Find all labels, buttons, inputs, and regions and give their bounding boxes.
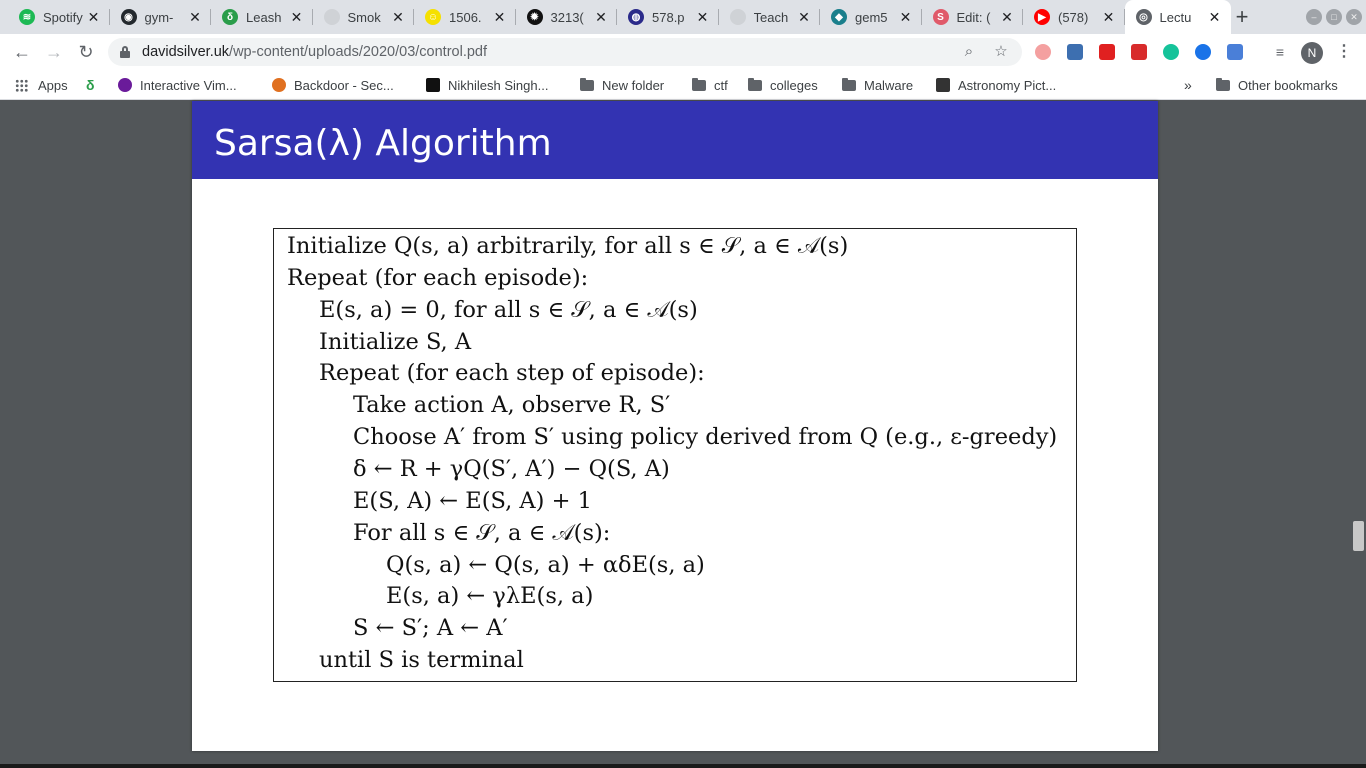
address-bar[interactable] <box>108 38 1022 66</box>
edit-s-icon: S <box>933 9 949 25</box>
url-text[interactable]: davidsilver.uk/wp-content/uploads/2020/03/control.pdf <box>142 44 488 60</box>
tab-8[interactable] <box>719 0 821 34</box>
scrollbar-thumb[interactable] <box>1353 521 1364 551</box>
tab-close-icon[interactable]: ✕ <box>595 8 607 25</box>
algorithm-line: Initialize Q(s, a) arbitrarily, for all s ∈ 𝒮, a ∈ 𝒜(s) <box>287 233 849 259</box>
vim-icon <box>118 78 132 92</box>
algorithm-line: S ← S′; A ← A′ <box>353 615 508 642</box>
bookmark-label: New folder <box>602 77 665 93</box>
tab-close-icon[interactable]: ✕ <box>1001 8 1013 25</box>
tab-2[interactable] <box>110 0 212 34</box>
maximize-icon[interactable]: □ <box>1326 9 1342 25</box>
bookmark-label: Backdoor - Sec... <box>294 77 394 93</box>
spotify-icon: ≋ <box>19 9 35 25</box>
bookmark-leash[interactable] <box>86 76 95 94</box>
algorithm-line: Repeat (for each episode): <box>287 264 589 291</box>
folder-icon <box>842 80 856 91</box>
algorithm-line: E(S, A) ← E(S, A) + 1 <box>353 487 592 514</box>
bookmarks-bar <box>0 70 1366 100</box>
tab-title: 1506. <box>449 9 482 25</box>
bookmark-item[interactable] <box>692 76 728 94</box>
bookmark-item[interactable] <box>272 76 394 94</box>
gear-icon: ✹ <box>527 9 543 25</box>
tab-5[interactable] <box>414 0 516 34</box>
tab-title: 3213( <box>550 9 584 25</box>
algorithm-line: Take action A, observe R, S′ <box>353 392 671 419</box>
hackerrank-icon <box>426 78 440 92</box>
grammarly-icon[interactable] <box>1163 44 1179 60</box>
tab-close-icon[interactable]: ✕ <box>87 8 100 25</box>
folder-icon <box>748 80 762 91</box>
bookmark-label: Astronomy Pict... <box>958 77 1057 93</box>
bookmark-item[interactable] <box>118 76 237 94</box>
youtube-extension-icon[interactable] <box>1099 44 1115 60</box>
bookmark-item[interactable] <box>426 76 548 94</box>
bookmark-label: Malware <box>864 77 914 93</box>
tab-title: Spotify <box>43 9 83 25</box>
slide-banner <box>192 101 1158 179</box>
tab-title: Smok <box>347 9 381 25</box>
globe-icon: ◎ <box>1136 9 1152 25</box>
bookmark-label: Interactive Vim... <box>140 77 237 93</box>
tab-title: 578.p <box>652 9 685 25</box>
bookmark-item[interactable] <box>580 76 664 94</box>
extension-icon[interactable] <box>1195 44 1211 60</box>
extension-icon[interactable] <box>1227 44 1243 60</box>
pdf-page <box>192 101 1158 751</box>
tab-11[interactable] <box>1023 0 1125 34</box>
tab-4[interactable] <box>313 0 415 34</box>
leash-icon: δ <box>222 9 238 25</box>
tab-title: Edit: ( <box>956 9 991 25</box>
bookmark-item[interactable] <box>842 76 913 94</box>
bookmark-star-icon[interactable]: ☆ <box>994 43 1008 60</box>
extension-icon[interactable] <box>1067 44 1083 60</box>
bookmark-label: Nikhilesh Singh... <box>448 77 549 93</box>
extension-icon[interactable] <box>1131 44 1147 60</box>
bottom-edge <box>0 764 1366 768</box>
backdoor-icon <box>272 78 286 92</box>
media-queue-icon[interactable]: ≡ <box>1275 44 1285 60</box>
tab-close-icon[interactable]: ✕ <box>798 8 810 25</box>
algorithm-line: Repeat (for each step of episode): <box>319 360 705 387</box>
bookmark-label: colleges <box>770 77 818 93</box>
arxiv-smiley-icon: ☺ <box>425 9 441 25</box>
tab-strip <box>0 0 1366 34</box>
pdf-viewer <box>0 101 1366 768</box>
bookmark-item[interactable] <box>748 76 818 94</box>
gem5-icon: ◆ <box>831 9 847 25</box>
folder-icon <box>692 80 706 91</box>
algorithm-line: E(s, a) = 0, for all s ∈ 𝒮, a ∈ 𝒜(s) <box>319 296 698 323</box>
teach-icon <box>730 9 746 25</box>
tab-close-icon[interactable]: ✕ <box>392 8 404 25</box>
bookmark-label: ctf <box>714 77 728 93</box>
tab-6[interactable] <box>516 0 618 34</box>
bookmark-apps[interactable]: Apps <box>15 76 68 94</box>
algorithm-line: For all s ∈ 𝒮, a ∈ 𝒜(s): <box>353 519 611 546</box>
tab-close-icon[interactable]: ✕ <box>1208 8 1221 25</box>
reload-button[interactable]: ↻ <box>78 42 94 62</box>
close-window-icon[interactable]: ✕ <box>1346 9 1362 25</box>
other-bookmarks[interactable]: Other bookmarks <box>1216 76 1338 94</box>
zoom-icon[interactable]: ⌕ <box>964 43 974 60</box>
browser-toolbar <box>0 34 1366 70</box>
tab-1[interactable] <box>8 0 110 34</box>
apps-grid-icon <box>15 79 28 92</box>
tab-title: gem5 <box>855 9 888 25</box>
back-button[interactable]: ← <box>13 42 31 62</box>
folder-icon <box>580 80 594 91</box>
tab-close-icon[interactable]: ✕ <box>493 8 506 25</box>
tab-9[interactable] <box>820 0 922 34</box>
minimize-icon[interactable]: – <box>1306 9 1322 25</box>
bookmarks-overflow-button[interactable]: » <box>1184 77 1192 93</box>
github-icon: ◉ <box>121 9 137 25</box>
tab-close-icon[interactable]: ✕ <box>1102 8 1115 25</box>
tab-close-icon[interactable]: ✕ <box>696 8 709 25</box>
forward-button[interactable]: → <box>45 42 63 62</box>
algorithm-line: until S is terminal <box>319 647 524 674</box>
algorithm-line: Q(s, a) ← Q(s, a) + αδE(s, a) <box>386 551 705 578</box>
tab-close-icon[interactable]: ✕ <box>899 8 912 25</box>
algorithm-line: δ ← R + γQ(S′, A′) − Q(S, A) <box>353 455 670 482</box>
menu-icon[interactable]: ⋮ <box>1336 43 1352 60</box>
tab-close-icon[interactable]: ✕ <box>189 8 201 25</box>
youtube-icon: ▶ <box>1034 9 1050 25</box>
lock-icon[interactable] <box>120 46 130 58</box>
tab-title: Lectu <box>1159 9 1192 25</box>
algorithm-line: Initialize S, A <box>319 328 472 355</box>
profile-avatar[interactable]: N <box>1301 42 1323 64</box>
slide-title: Sarsa(λ) Algorithm <box>214 123 552 164</box>
algorithm-line: Choose A′ from S′ using policy derived from Q (e.g., ε-greedy) <box>353 424 1058 451</box>
tab-title: Teach <box>753 9 789 25</box>
algorithm-box <box>273 228 1077 682</box>
tab-12[interactable] <box>1125 0 1231 34</box>
leash-icon: δ <box>86 77 95 93</box>
tab-title: Leash <box>246 9 282 25</box>
new-tab-button[interactable]: + <box>1235 4 1249 29</box>
tab-3[interactable] <box>211 0 313 34</box>
tab-10[interactable] <box>922 0 1024 34</box>
tab-close-icon[interactable]: ✕ <box>290 8 303 25</box>
smoke-icon <box>324 9 340 25</box>
tab-title: (578) <box>1058 9 1089 25</box>
bookmark-item[interactable] <box>936 76 1056 94</box>
tab-title: gym- <box>144 9 174 25</box>
astronomy-icon <box>936 78 950 92</box>
folder-icon <box>1216 80 1230 91</box>
scrollbar[interactable] <box>1351 101 1366 768</box>
tab-7[interactable] <box>617 0 719 34</box>
algorithm-line: E(s, a) ← γλE(s, a) <box>386 583 594 610</box>
extension-icon[interactable] <box>1035 44 1051 60</box>
pdf-globe-icon: ◍ <box>628 9 644 25</box>
